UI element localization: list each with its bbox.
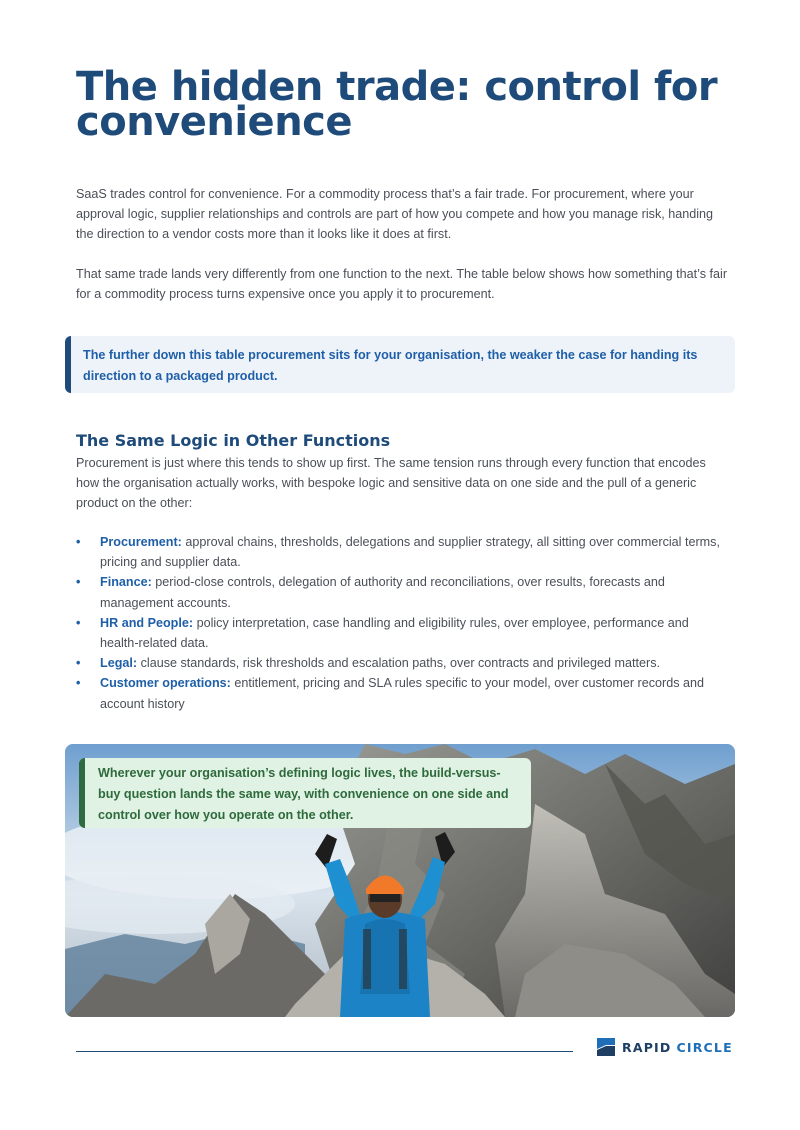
bullet-term: Customer operations: bbox=[100, 676, 231, 691]
rapid-circle-logo bbox=[597, 1037, 733, 1057]
list-item-customer-operations bbox=[76, 673, 728, 713]
bullet-text: entitlement, pricing and SLA rules specific to your model, over customer records and account history bbox=[100, 676, 705, 711]
intro-paragraph-2: That same trade lands very differently from one function to the next. The table below shows how something that’s fair for a commodity process turns expensive once you apply it to procurement. bbox=[76, 267, 728, 302]
rapid-circle-logo-icon bbox=[597, 1038, 615, 1056]
bullet-term: Procurement: bbox=[100, 535, 182, 549]
section-intro: Procurement is just where this tends to show up first. The same tension runs through every function that encodes how the organisation actually works, with bespoke logic and sensitive data on one side and the pull of a generic product on the other: bbox=[76, 456, 706, 511]
page-title: The hidden trade: control for convenience bbox=[76, 64, 718, 145]
bullet-text: policy interpretation, case handling and eligibility rules, over employee, performance and health-related data. bbox=[100, 615, 689, 651]
bullet-term: Finance: bbox=[100, 575, 152, 590]
bullet-text: clause standards, risk thresholds and escalation paths, over contracts and privileged matters. bbox=[140, 656, 661, 671]
callout-box bbox=[65, 336, 735, 393]
list-item-legal bbox=[76, 653, 728, 673]
bullet-icon: • bbox=[76, 656, 81, 671]
list-item-procurement bbox=[76, 532, 728, 572]
footer-divider bbox=[76, 1051, 573, 1052]
quote-text: Wherever your organisation’s defining logic lives, the build-versus-buy question lands the same way, with convenience on one side and control over how you operate on the other. bbox=[98, 766, 509, 822]
bullet-icon: • bbox=[76, 535, 81, 549]
bullet-term: HR and People: bbox=[100, 615, 194, 630]
logo-word-rapid: RAPID bbox=[622, 1039, 672, 1055]
list-item-hr bbox=[76, 613, 728, 653]
logo-word-circle: CIRCLE bbox=[676, 1039, 733, 1055]
bullet-icon: • bbox=[76, 676, 81, 691]
bullet-term: Legal: bbox=[100, 656, 138, 671]
quote-box bbox=[79, 758, 531, 828]
callout-text: The further down this table procurement sits for your organisation, the weaker the case for handing its direction to a packaged product. bbox=[83, 348, 698, 383]
list-item-finance bbox=[76, 572, 728, 612]
section-heading: The Same Logic in Other Functions bbox=[76, 431, 391, 450]
function-list bbox=[76, 532, 728, 714]
bullet-icon: • bbox=[76, 575, 81, 590]
bullet-text: approval chains, thresholds, delegations and supplier strategy, all sitting over commercial terms, pricing and supplier data. bbox=[100, 535, 720, 570]
bullet-icon: • bbox=[76, 615, 81, 630]
intro-paragraph-1: SaaS trades control for convenience. For a commodity process that’s a fair trade. For procurement, where your approval logic, supplier relationships and controls are part of how you compete and how you manage risk, handing the direction to a vendor costs more than it looks like it does at first. bbox=[76, 187, 714, 242]
bullet-text: period-close controls, delegation of authority and reconciliations, over results, forecasts and management accounts. bbox=[100, 575, 665, 610]
